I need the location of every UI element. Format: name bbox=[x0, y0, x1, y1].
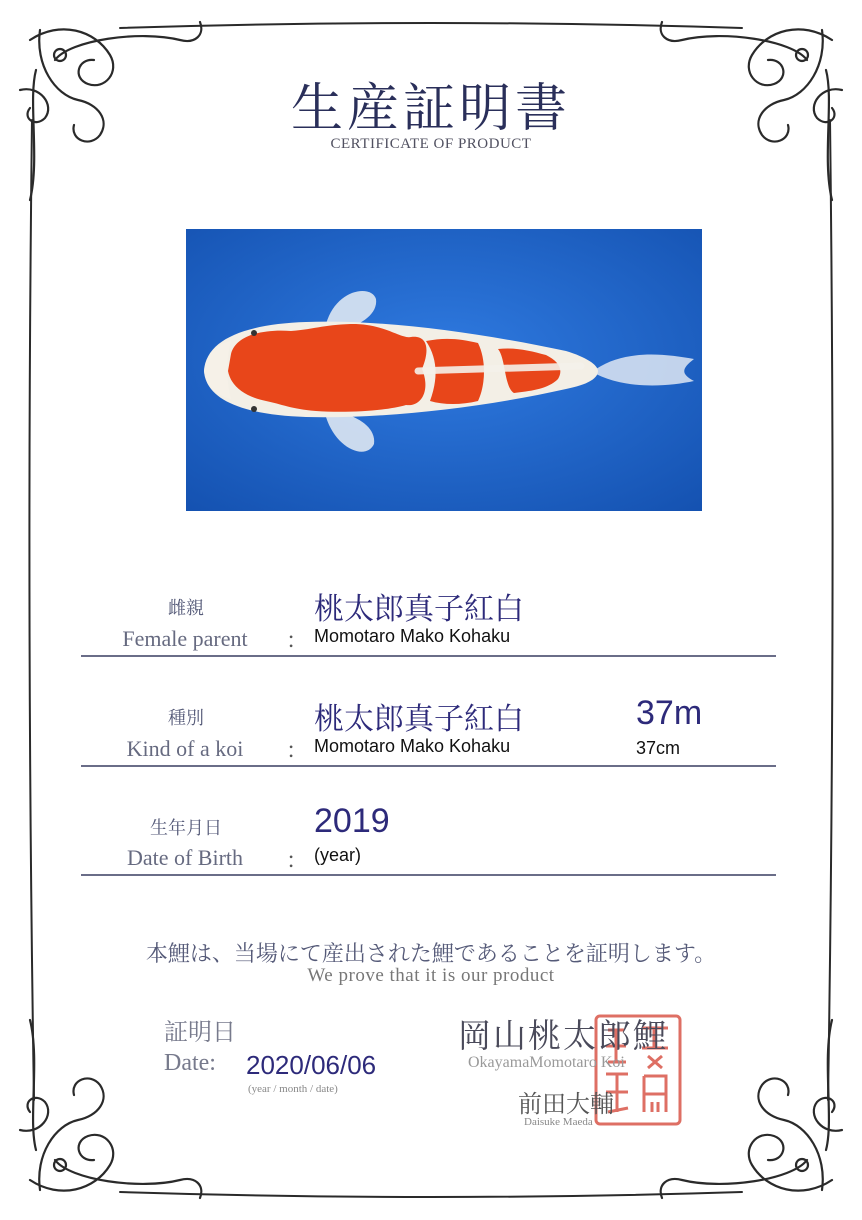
issuer-org-jp: 岡山桃太郎鯉 bbox=[458, 1016, 668, 1055]
female-parent-value-en: Momotaro Mako Kohaku bbox=[314, 626, 511, 646]
kind-label-en: Kind of a koi bbox=[126, 736, 244, 761]
cert-date-label-jp: 証明日 bbox=[164, 1018, 236, 1046]
kind-label-jp: 種別 bbox=[168, 708, 204, 729]
female-parent-colon: ： bbox=[286, 628, 309, 653]
birth-colon: ： bbox=[286, 848, 309, 873]
issuer-name-jp: 前田大輔 bbox=[518, 1090, 614, 1118]
female-parent-label-en: Female parent bbox=[122, 626, 248, 651]
birth-label-jp: 生年月日 bbox=[150, 818, 222, 839]
cert-date-value: 2020/06/06 bbox=[246, 1050, 377, 1080]
birth-year-value: 2019 bbox=[314, 802, 390, 840]
koi-size-value: 37m bbox=[636, 694, 703, 732]
female-parent-label-jp: 雌親 bbox=[168, 598, 204, 619]
female-parent-rule bbox=[81, 655, 776, 657]
issuer-name-en: Daisuke Maeda bbox=[524, 1116, 593, 1128]
birth-label-en: Date of Birth bbox=[126, 845, 244, 870]
statement-jp: 本鯉は、当場にて産出された鯉であることを証明します。 bbox=[145, 942, 717, 967]
kind-value-en: Momotaro Mako Kohaku bbox=[314, 736, 511, 756]
cert-date-format: (year / month / date) bbox=[248, 1083, 338, 1095]
birth-year-unit: (year) bbox=[314, 845, 362, 865]
certificate-title-en: CERTIFICATE OF PRODUCT bbox=[330, 136, 532, 152]
kind-rule bbox=[81, 765, 776, 767]
certificate-title-jp: 生産証明書 bbox=[290, 79, 571, 139]
kind-value-jp: 桃太郎真子紅白 bbox=[314, 702, 524, 737]
birth-rule bbox=[81, 874, 776, 876]
koi-size-value-small: 37cm bbox=[636, 738, 681, 758]
koi-photo bbox=[186, 229, 702, 511]
kind-colon: ： bbox=[286, 738, 309, 763]
statement-en: We prove that it is our product bbox=[307, 965, 555, 986]
female-parent-value-jp: 桃太郎真子紅白 bbox=[314, 592, 524, 627]
issuer-org-en: OkayamaMomotaro Koi bbox=[468, 1054, 625, 1071]
cert-date-label-en: Date: bbox=[164, 1050, 216, 1076]
